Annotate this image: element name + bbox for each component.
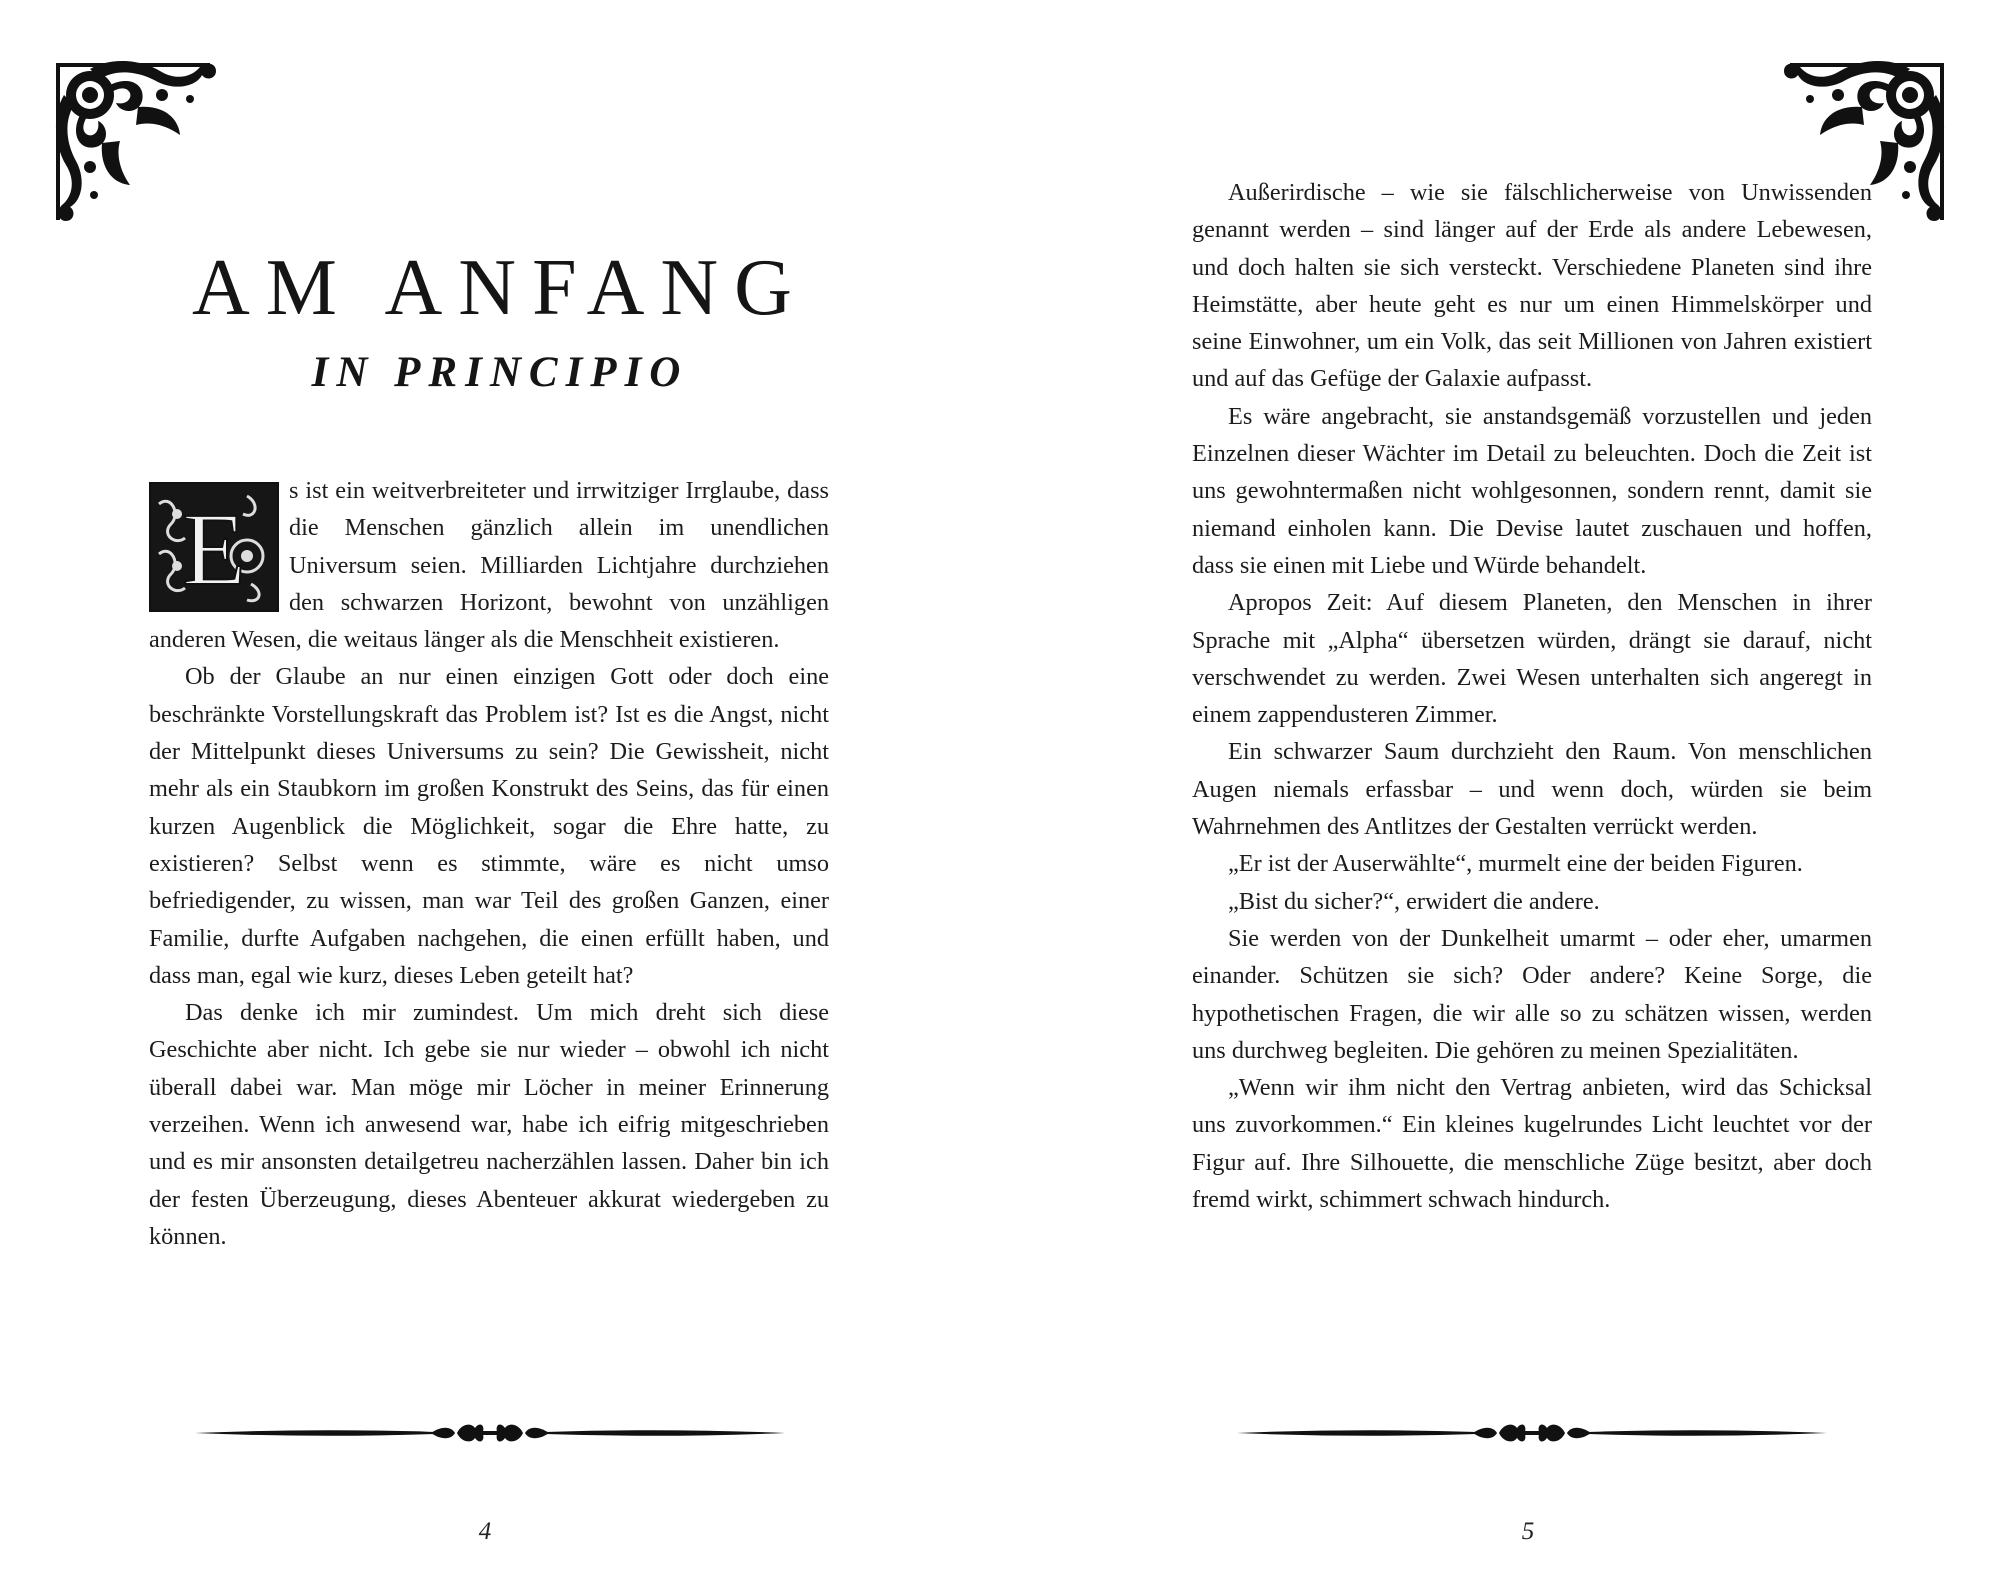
paragraph: Das denke ich mir zumindest. Um mich dreht sich diese Geschichte aber nicht. Ich gebe sie nur wieder – obwohl ich nicht überall dabei war. Man möge mir Löcher in meiner Erinnerung verzeihen. Wenn ich anwesend war, habe ich eifrig mitgeschrieben und es mir ansonsten detailgetreu nacherzählen lassen. Daher bin ich der festen Überzeugung, dieses Abenteuer akkurat wiedergeben zu können. [149, 999, 829, 1250]
page-number-right: 5 [1521, 1518, 1535, 1545]
dropcap [149, 482, 279, 612]
chapter-title: AM ANFANG [192, 244, 808, 332]
chapter-subtitle: IN PRINCIPIO [311, 349, 689, 396]
page-number-left: 4 [478, 1518, 492, 1545]
paragraph: Ein schwarzer Saum durchzieht den Raum. Von menschlichen Augen niemals erfassbar – und wenn doch, würden sie beim Wahrnehmen des Antlitzes der Gestalten verrückt werden. [1192, 738, 1872, 841]
paragraph: Es wäre angebracht, sie anstandsgemäß vorzustellen und jeden Einzelnen dieser Wächter im Detail zu beleuchten. Doch die Zeit ist uns gewohntermaßen nicht wohlgesonnen, sondern rennt, damit sie niemand einholen kann. Die Devise lautet zuschauen und hoffen, dass sie einen mit Liebe und Würde behandelt. [1192, 402, 1872, 579]
paragraph: Apropos Zeit: Auf diesem Planeten, den Menschen in ihrer Sprache mit „Alpha“ übersetzen würden, drängt sie darauf, nicht verschwendet zu werden. Zwei Wesen unterhalten sich angeregt in einem zappendusteren Zimmer. [1192, 589, 1872, 729]
left-body-text [149, 472, 829, 1255]
corner-ornament-icon [50, 55, 220, 227]
dropcap-letter: E [182, 492, 246, 607]
divider-ornament-icon [1237, 1418, 1827, 1448]
paragraph: Außerirdische – wie sie fälschlicherweise von Unwissenden genannt werden – sind länger auf der Erde als andere Lebewesen, und doch halten sie sich versteckt. Verschiedene Planeten sind ihre Heimstätte, aber heute geht es nur um einen Himmelskörper und seine Einwohner, um ein Volk, das seit Millionen von Jahren existiert und auf das Gefüge der Galaxie aufpasst. [1192, 179, 1872, 393]
paragraph: „Bist du sicher?“, erwidert die andere. [1228, 887, 1600, 915]
dropcap-flourish-icon [151, 484, 277, 610]
paragraph: s ist ein weitverbreiteter und irrwitziger Irrglaube, dass die Menschen gänzlich allein im unendlichen Universum seien. Milliarden Lichtjahre durchziehen den schwarzen Horizont, bewohnt von unzähligen anderen Wesen, die weitaus länger als die Menschheit existieren. [149, 477, 829, 654]
paragraph: Sie werden von der Dunkelheit umarmt – oder eher, umarmen einander. Schützen sie sich? Oder andere? Keine Sorge, die hypothetischen Fragen, die wir alle so zu schätzen wissen, werden uns durchweg begleiten. Die gehören zu meinen Spezialitäten. [1192, 924, 1872, 1064]
paragraph: „Er ist der Auserwählte“, murmelt eine der beiden Figuren. [1228, 850, 1803, 878]
right-page [1000, 0, 2000, 1593]
paragraph: „Wenn wir ihm nicht den Vertrag anbieten, wird das Schicksal uns zuvorkommen.“ Ein kleines kugelrundes Licht leuchtet vor der Figur auf. Ihre Silhouette, die menschliche Züge besitzt, aber doch fremd wirkt, schimmert schwach hindurch. [1192, 1074, 1872, 1214]
divider-ornament-icon [195, 1418, 785, 1448]
right-body-text [1192, 174, 1872, 1218]
paragraph: Ob der Glaube an nur einen einzigen Gott oder doch eine beschränkte Vorstellungskraft das Problem ist? Ist es die Angst, nicht der Mittelpunkt dieses Universums zu sein? Die Gewissheit, nicht mehr als ein Staubkorn im großen Konstrukt des Seins, das für einen kurzen Augenblick die Möglichkeit, sogar die Ehre hatte, zu existieren? Selbst wenn es stimmte, wäre es nicht umso befriedigender, zu wissen, man war Teil des großen Ganzen, einer Familie, durfte Aufgaben nachgehen, die einen erfüllt haben, und dass man, egal wie kurz, dieses Leben geteilt hat? [149, 663, 829, 989]
